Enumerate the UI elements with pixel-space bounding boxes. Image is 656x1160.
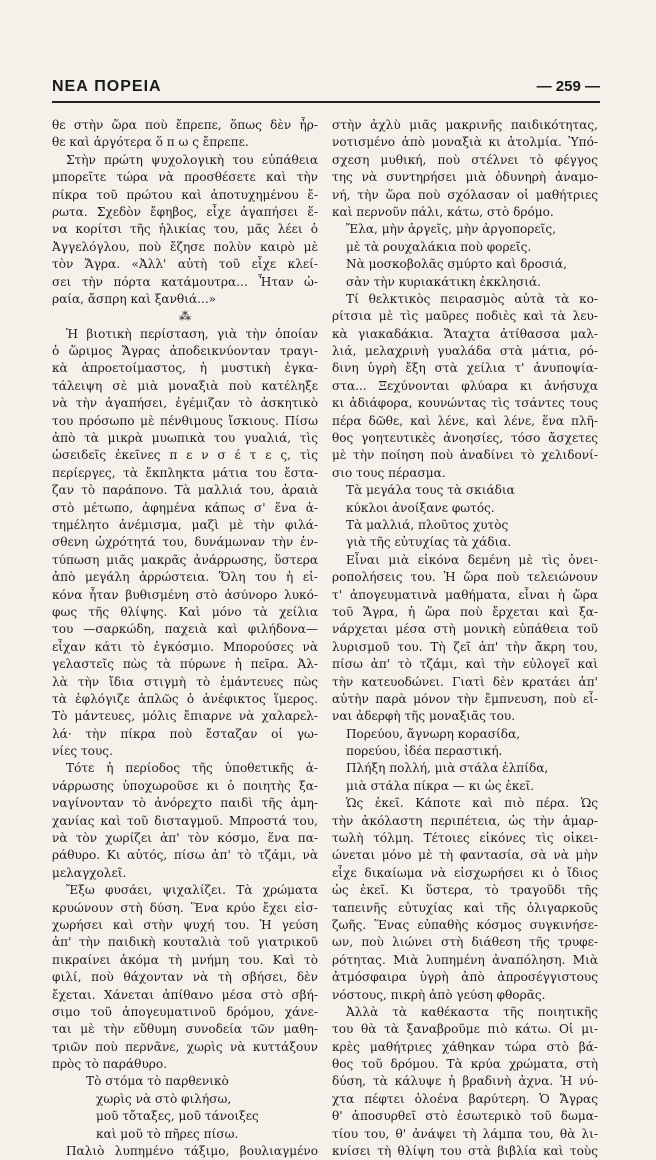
text-line: Ἔξω φυσάει, ψιχαλίζει. Τὰ χρώματα (66, 883, 318, 898)
text-line: δύση, τὰ κάλυψε ἡ βραδινὴ ἀχνα. Ἡ νύ- (332, 1074, 598, 1089)
text-line: του πρόσωπο μὲ πένθιμους ἴσκιους. Πίσω (52, 413, 318, 428)
text-line: χτα πέφτει ὁλοένα βαρύτερη. Ὁ Ἄγρας (332, 1091, 598, 1106)
text-line: σθενη ὠχρότητά του, δυνάμωναν τὴν ἐν- (52, 535, 318, 550)
text-line: Τὸ στόμα τὸ παρθενικὸ (86, 1074, 229, 1089)
text-line: νὰ τὸν χωρίζει ἀπ' τὸν κόσμο, ἕνα πα- (52, 831, 318, 846)
text-line: θος τοῦ δρόμου. Τὰ κρύα χρώματα, στὴ (332, 1057, 598, 1072)
text-line: κόνα ἦταν βυθισμένη στὸ ἀσύνορο λυκό- (52, 587, 318, 602)
text-line: κὰ γιακαδάκια. Ἄταχτα ἀτίθασσα μαλ- (332, 326, 598, 341)
text-line: λὰ τὴν ἴδια στιγμὴ τὸ ἐμάντευες πὼς (52, 674, 318, 689)
text-line: θε καὶ ἀργότερα ὅ π ω ς ἔπρεπε. (52, 135, 249, 150)
text-line: μὲ τὰ ρουχαλάκια ποὺ φορεῖς. (346, 239, 532, 254)
left-column (52, 117, 318, 1160)
text-line: Παλιὸ λυπημένο τάξιμο, βουλιαγμένο (66, 1144, 318, 1159)
text-line: δινη ὑγρὴ ἔξη στὰ χείλια τ' ἀνυποψία- (332, 361, 598, 376)
text-line: ων, ποὺ λιώνει στὴ διάθεση τῆς τρυφε- (332, 935, 598, 950)
text-line: χωρήσει καὶ στὴν ψυχή του. Ἡ γεύση (52, 917, 318, 932)
right-column (332, 117, 598, 1160)
text-line: ταπεινῆς εὐτυχίας καὶ τῆς ὀλιγαρκοῦς (332, 900, 598, 915)
text-line: στα... Ξεχύνονται φλύαρα κι ἀνήσυχα (332, 378, 598, 393)
text-line: ζαν τὸ παράπονο. Τὰ μαλλιά του, ἀραιὰ (52, 483, 318, 498)
text-line: Εἶναι μιὰ εἰκόνα δεμένη μὲ τὶς ὀνει- (346, 552, 598, 567)
text-line: στὴν ἀχλὺ μιᾶς μακρινῆς παιδικότητας, (332, 118, 598, 132)
header-rule (52, 101, 600, 103)
text-line: μὲ τὴν ποίηση ποὺ ἀναδίνει τὸ χελιδονί- (332, 448, 598, 463)
text-line: περίεργες, τὰ ἔκπληκτα μάτια του ἔστα- (52, 465, 318, 480)
text-line: ζωῆς. Ἕνας εὐπαθὴς κόσμος συγκινήσε- (332, 917, 598, 932)
text-line: ται μὲ τὴν εὔθυμη συνοδεία τῶν μαθη- (52, 1022, 318, 1037)
text-line: ρωτα. Σχεδὸν ἔφηβος, εἶχε ἀγαπήσει ἕ- (52, 204, 318, 219)
text-line: μιὰ στάλα πίκρα — κι ὡς ἐκεῖ. (346, 778, 535, 793)
page-header (52, 74, 600, 98)
text-line: σιμο τοῦ ἀπογευματινοῦ δρόμου, χάνε- (52, 1004, 318, 1019)
text-line: νὰ τὴν ἀγαπήσει, ἐγέμιζαν τὸ ἀσκητικὸ (52, 396, 318, 411)
text-line: γιὰ τῆς εὐτυχίας τὰ χάδια. (346, 535, 512, 550)
text-line: τὴν κατευοδώνει. Γιατὶ δὲν κρατάει ἀπ' (332, 674, 598, 689)
text-line: ⁂ (178, 309, 192, 324)
journal-title: ΝΕΑ ΠΟΡΕΙΑ (52, 78, 162, 95)
text-line: λυρισμοῦ του. Τὴ ζεῖ ἀπ' τὴν ἄκρη του, (332, 639, 598, 654)
text-line: Τότε ἡ περίοδος τῆς ὑποθετικῆς ἀ- (66, 761, 318, 776)
text-line: του —σαρκώδη, παχειὰ καὶ φιλήδονα— (52, 622, 318, 637)
text-line: ἀπὸ τὰ μικρὰ μυωπικὰ του γυαλιά, τὶς (52, 431, 318, 446)
text-line: νάρχεται μέσα στὴ μονικὴ εὐπάθεια τοῦ (332, 622, 598, 637)
text-line: να κορίτσι τῆς ἡλικίας του, μᾶς λέει ὁ (52, 222, 318, 237)
text-line: καὶ μοῦ τὸ πῆρες πίσω. (96, 1126, 239, 1141)
text-line: Πλήξη πολλή, μιὰ στάλα ἐλπίδα, (346, 761, 549, 776)
text-line: γελαστεῖς πὼς τὰ πύρωνε ἡ πεῖρα. Ἀλ- (52, 657, 318, 672)
text-line: της νὰ συντηρήσει μιὰ ὀδυνηρὴ ἀναμο- (332, 170, 598, 185)
text-line: ράθυρο. Κι αὐτός, πίσω ἀπ' τὸ τζάμι, νὰ (52, 848, 318, 863)
text-line: ναι ἀδερφὴ τῆς μοναξιᾶς του. (332, 709, 516, 724)
text-line: Τὰ μαλλιά, πλοῦτος χυτὸς (346, 517, 509, 532)
page-number: — 259 — (536, 78, 600, 95)
text-line: Τί θελκτικὸς πειρασμὸς αὐτὰ τὰ κο- (346, 291, 598, 306)
text-line: φως τῆς θλίψης. Καὶ μόνο τὰ χείλια (52, 604, 318, 619)
text-line: νοτισμένο ἀπὸ μοναξιὰ κι ἀτολμία. Ὑπό- (332, 135, 598, 150)
text-line: πίσω ἀπ' τὸ τζάμι, καὶ τὴν εὐλογεῖ καὶ (332, 657, 598, 672)
text-line: κρυώνουν στὴ δύση. Ἕνα κρύο ἔχει εἰσ- (52, 900, 318, 915)
text-line: τημέλητο ἀνέμισμα, μαζὶ μὲ τὴν φιλά- (52, 517, 318, 532)
text-line: ροπολήσεις του. Ἡ ὥρα ποὺ τελειώνουν (332, 570, 598, 585)
text-line: νή, τὴν ὥρα ποὺ σχόλασαν οἱ μαθήτριες (332, 187, 598, 202)
text-line: τύπωση μιᾶς μακρᾶς ἀνάρρωσης, ὕστερα (52, 552, 318, 567)
text-line: ὁ ὥριμος Ἄγρας ἀποδεικνύονταν τραγι- (52, 344, 318, 359)
text-line: χανίας καὶ τοῦ δισταγμοῦ. Μπροστά του, (52, 813, 318, 828)
text-line: χωρὶς νὰ στὸ φιλήσω, (96, 1091, 232, 1106)
text-line: τίου του, θ' ἀνάψει τὴ λάμπα του, θὰ λι- (332, 1126, 598, 1141)
text-line: κι ἀδιάφορα, κουνώντας τὶς τσάντες τους (332, 396, 598, 411)
text-line: νόστους, πικρὴ ἀπὸ γεύση φθορᾶς. (332, 987, 546, 1002)
text-line: τάλειψη σὲ μιὰ μοναξιὰ ποὺ κατέληξε (52, 378, 318, 393)
text-line: ρότητας. Μιὰ λυπημένη ἀναπόληση. Μιὰ (332, 952, 598, 967)
text-line: σει τὴν πόρτα κατάμουτρα... Ἦταν ὡ- (52, 274, 318, 289)
text-line: πίκρα τοῦ πρώτου καὶ ἀποτυχημένου ἔ- (52, 187, 318, 202)
text-line: Τὰ μεγάλα τους τὰ σκιάδια (346, 483, 515, 498)
text-line: ώνεται μόνο μὲ τὴ φαντασία, σὰ νὰ μὴν (332, 848, 598, 863)
text-line: Ἀγγελόγλου, ποὺ ἔζησε πολὺν καιρὸ μὲ (52, 239, 318, 254)
text-line: Ὡς ἐκεῖ. Κάποτε καὶ πιὸ πέρα. Ὡς (346, 796, 598, 811)
text-line: ὡσειδεῖς ἐκεῖνες π ε ν σ έ τ ε ς, τὶς (52, 448, 318, 463)
text-line: λά· τὴν πίκρα ποὺ ἔσταζαν οἱ γω- (52, 726, 318, 741)
text-line: Ἔλα, μὴν ἀργεῖς, μὴν ἀργοπορεῖς, (346, 222, 557, 237)
text-line: ραία, ἄσπρη καὶ ξανθιά...» (52, 291, 217, 306)
text-line: φιλί, ποὺ θάχονταν νὰ τὴ σβήσει, δὲν (52, 970, 318, 985)
text-line: ρίτσια μὲ τὶς μαῦρες ποδιὲς καὶ τὰ λευ- (332, 309, 598, 324)
text-line: πικραίνει ἀκόμα τὴ μνήμη του. Καὶ τὸ (52, 952, 318, 967)
text-line: του θὰ τὰ ξαναβροῦμε πιὸ κάτω. Οἱ μι- (332, 1022, 598, 1037)
text-line: μπορεῖτε τώρα νὰ προσθέσετε καὶ τὴν (52, 170, 318, 185)
text-line: κὰ ἀπροετοίμαστος, ἡ μυστικὴ ἐγκα- (52, 361, 318, 376)
text-line: θος γοητευτικὲς ἀνοησίες, τόσο ἄσχετες (332, 431, 598, 446)
text-line: ὡς ἐκεῖ. Κι ὕστερα, τὸ τραγοῦδι τῆς (332, 883, 598, 898)
text-line: ἀπὸ μεγάλη ἀρρώστεια. Ὅλη του ἡ εἰ- (52, 570, 318, 585)
text-line: εἶχαν κάτι τὸ ἐγκόσμιο. Μπορούσες νὰ (52, 639, 318, 654)
text-line: λιά, μελαχρινὴ γυαλάδα στὰ μάτια, ρό- (332, 344, 598, 359)
text-line: ἀπ' τὴν παιδικὴ κουταλιὰ τοῦ γιατρικοῦ (52, 935, 318, 950)
text-line: τωλὴ τόλμη. Τέτοιες εἰκόνες τὶς οἰκει- (332, 831, 598, 846)
text-line: σὰν τὴν κυριακάτικη ἐκκλησιά. (346, 274, 542, 289)
text-line: θ' ἀποσυρθεῖ στὸ ἐσωτερικὸ τοῦ δωμα- (332, 1109, 598, 1124)
text-line: ἔχεται. Χάνεται ἀπίθανο μέσα στὸ σβή- (52, 987, 318, 1002)
text-line: τὰ ἐφλόγιζε ἁπλῶς ὁ ἀνέφικτος ἵμερος. (52, 691, 318, 706)
text-line: αὐτὴν παρὰ μόνον τὴν ἔμπνευση, ποὺ εἶ- (332, 691, 598, 706)
text-line: Ἀλλὰ τὰ καθέκαστα τῆς ποιητικῆς (346, 1004, 598, 1019)
text-line: Πορεύου, ἄγνωρη κορασίδα, (346, 726, 521, 741)
text-line: τὸν Ἄγρα. «Ἀλλ' αὐτὴ τοῦ εἶχε κλεί- (52, 257, 318, 272)
text-line: τὴν ἀκόλαστη περιπέτεια, ὡς τὴν ἁμαρ- (332, 813, 598, 828)
text-line: πορεύου, ἰδέα περαστική. (346, 744, 503, 759)
text-line: νίες τους. (52, 744, 113, 759)
text-line: τριῶν ποὺ περνᾶνε, χωρὶς νὰ κυττάξουν (52, 1039, 318, 1054)
text-line: σιο τους πέρασμα. (332, 465, 446, 480)
text-line: εἶχε δικαίωμα νὰ εἰσχωρήσει κι ὁ ἴδιος (332, 865, 598, 880)
text-line: Νὰ μοσκοβολᾶς σμύρτο καὶ δροσιά, (346, 257, 567, 272)
text-line: Στὴν πρώτη ψυχολογικὴ του εὐπάθεια (66, 152, 318, 167)
text-line: πρὸς τὸ παράθυρο. (52, 1057, 168, 1072)
text-line: τ' ἀπογευματινὰ μαθήματα, εἶναι ἡ ὥρα (332, 587, 598, 602)
text-line: πέρα δῶθε, καὶ λένε, καὶ λένε, ἕνα πλῆ- (332, 413, 598, 428)
text-line: σχεση μυθική, ποὺ στέλνει τὸ φέγγος (332, 152, 598, 167)
text-line: κρὲς μαθήτριες χάθηκαν τώρα στὸ βά- (332, 1039, 598, 1054)
text-line: κνίσει τὴ θλίψη του στὰ βιβλία καὶ τοὺς (332, 1144, 598, 1159)
text-line: στὸ μέτωπο, ἀφημένα κάπως σ' ἕνα ἀ- (52, 500, 318, 515)
text-line: καὶ περνοῦν πάλι, κάτω, στὸ δρόμο. (332, 204, 554, 219)
text-line: μελαγχολεῖ. (52, 865, 127, 880)
text-line: ἀτμόσφαιρα ὑγρὴ ἀπὸ ἀπροσέγγιστους (332, 970, 598, 985)
text-line: ναγίνονταν τὸ ἀνόρεχτο παιδὶ τῆς ἀμη- (52, 796, 318, 811)
text-line: κύκλοι ἀνοίξανε φωτός. (346, 500, 495, 515)
text-line: Ἡ βιοτικὴ περίσταση, γιὰ τὴν ὁποίαν (66, 326, 318, 341)
text-line: Τὸ μάντευες, μόλις ἔπιαρνε νὰ χαλαρελ- (52, 709, 318, 724)
text-line: θε στὴν ὥρα ποὺ ἔπρεπε, ὅπως δὲν ἦρ- (52, 118, 318, 132)
text-line: τοῦ Ἄγρα, ἡ ὥρα ποὺ ἔρχεται καὶ ξα- (332, 604, 598, 619)
text-line: μοῦ τὄταξες, μοῦ τάνοιξες (96, 1109, 259, 1124)
text-line: νάρρωσης ὑποχωροῦσε κι ὁ ποιητὴς ξα- (52, 778, 318, 793)
